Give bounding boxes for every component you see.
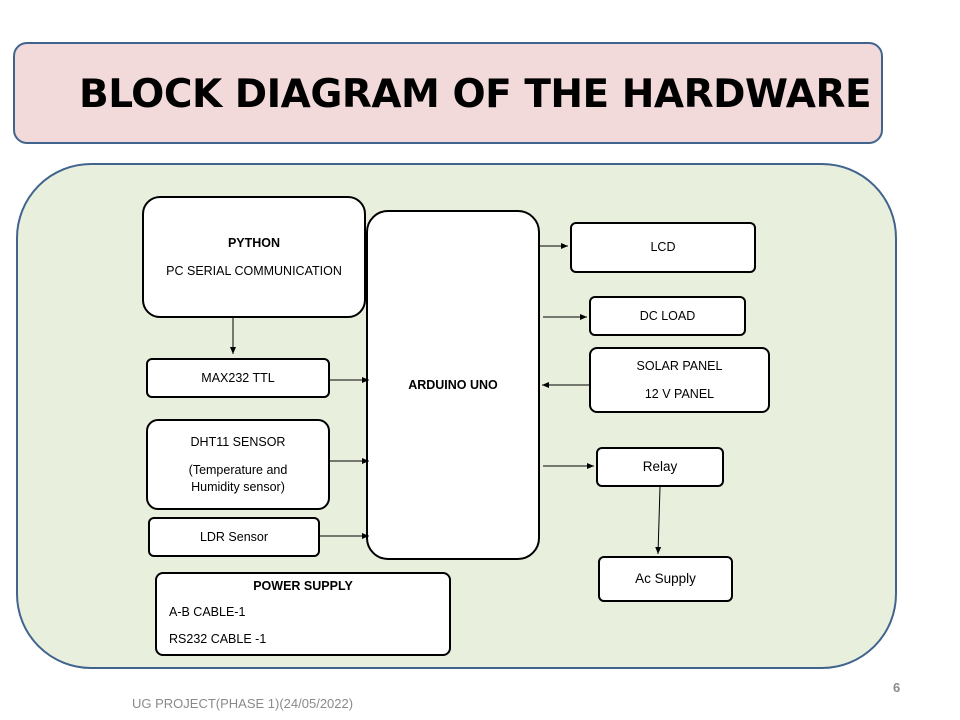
power-heading: POWER SUPPLY — [253, 579, 353, 593]
max232-label: MAX232 TTL — [201, 370, 275, 385]
ac-supply-label: Ac Supply — [635, 571, 696, 587]
footer-text: UG PROJECT(PHASE 1)(24/05/2022) — [132, 696, 354, 711]
arduino-label: ARDUINO UNO — [408, 377, 498, 392]
dht11-heading: DHT11 SENSOR — [190, 435, 286, 450]
solar-line2: 12 V PANEL — [644, 387, 715, 401]
power-line1: A-B CABLE-1 — [169, 605, 246, 620]
relay-label: Relay — [642, 459, 678, 475]
power-line2: RS232 CABLE -1 — [169, 631, 267, 646]
dc-load-label: DC LOAD — [639, 308, 696, 323]
arrow-relay-to-ac-supply — [658, 487, 660, 554]
python-heading: PYTHON — [227, 235, 281, 250]
page-title: BLOCK DIAGRAM OF THE HARDWARE — [79, 72, 872, 117]
page-number: 6 — [893, 680, 901, 695]
dht11-line2: Humidity sensor) — [191, 479, 285, 494]
python-subtitle: PC SERIAL COMMUNICATION — [166, 264, 342, 278]
lcd-label: LCD — [650, 240, 676, 255]
dht11-line1: (Temperature and — [188, 463, 288, 478]
solar-line1: SOLAR PANEL — [636, 358, 723, 373]
ldr-label: LDR Sensor — [199, 529, 269, 544]
